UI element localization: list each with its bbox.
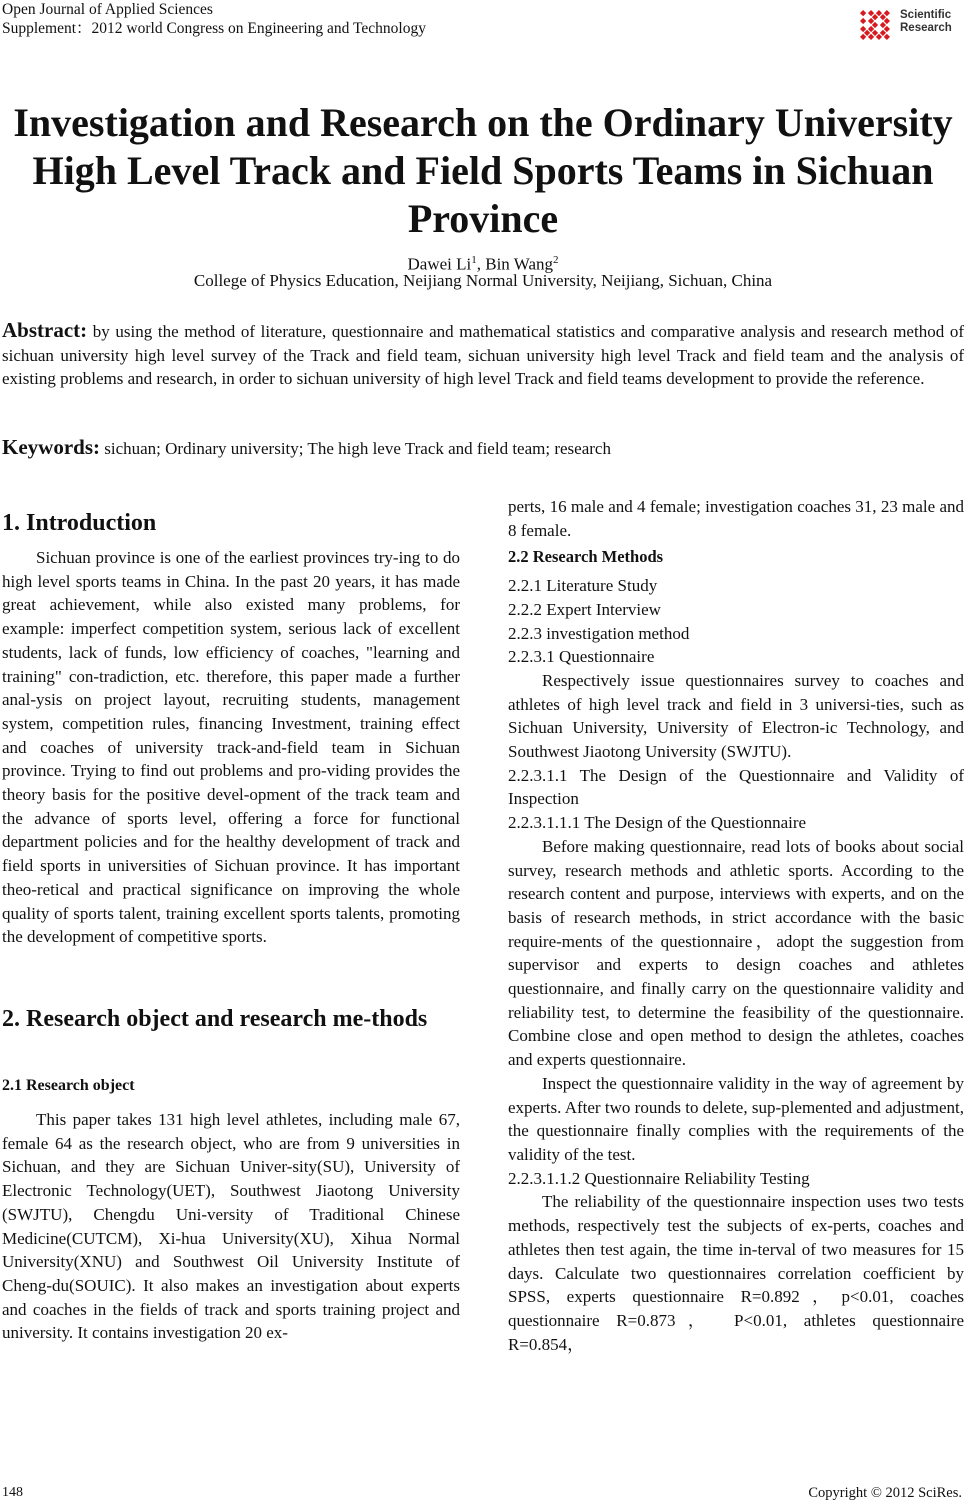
design-questionnaire-heading: 2.2.3.1.1.1 The Design of the Questionnaire [508, 813, 807, 833]
research-object-body [2, 1108, 460, 1345]
method-literature: 2.2.1 Literature Study [508, 576, 658, 596]
page-number: 148 [2, 1485, 23, 1500]
journal-name: Open Journal of Applied Sciences [2, 1, 213, 18]
abstract-label: Abstract: [2, 318, 88, 342]
reliability-heading: 2.2.3.1.1.2 Questionnaire Reliability Testing [508, 1168, 810, 1188]
method-interview: 2.2.2 Expert Interview [508, 599, 661, 619]
logo-line-1: Scientific [900, 9, 952, 21]
logo-text [900, 9, 952, 35]
section-heading-research: 2. Research object and research me-thods [2, 1006, 428, 1032]
publisher-logo [852, 4, 964, 46]
right-column [508, 495, 964, 1356]
method-investigation: 2.2.3 investigation method [508, 623, 690, 643]
supplement-line: Supplement：2012 world Congress on Engineering and Technology [2, 20, 426, 37]
affiliation: College of Physics Education, Neijiang Normal University, Neijiang, Sichuan, China [193, 271, 773, 290]
running-head [2, 0, 426, 38]
introduction-body [2, 546, 460, 949]
section-heading-introduction: 1. Introduction [2, 510, 157, 536]
abstract [2, 319, 964, 391]
subsection-heading-methods: 2.2 Research Methods [508, 547, 664, 567]
author-2-affil: 2 [552, 254, 559, 266]
method-questionnaire: 2.2.3.1 Questionnaire [508, 647, 655, 667]
keywords-label: Keywords: [2, 435, 100, 459]
validity-paragraph: Inspect the questionnaire validity in the way of agreement by experts. After two rounds to delete, sup-plemented and adjustment, the questionnaire finally complies with the requirements of the validity of the test. [508, 1073, 964, 1164]
subsection-heading-research-object: 2.1 Research object [2, 1077, 135, 1094]
author-separator: , [476, 254, 486, 274]
research-object-paragraph: This paper takes 131 high level athletes, including male 67, female 64 as the research object, who are from 9 universities in Sichuan, and they are Sichuan Univer-sity(SU), University of Electronic Technology(UET), Southwest Jiaotong University (SWJTU), Chengdu Uni-versity of Traditional Chinese Medicine(CUTCM), Xi-hua University(XU), Xihua Normal University(XNU) and Southwest Oil University Institute of Cheng-du(SOUIC). It also makes an investigation about experts and coaches in the fields of track and sports training project and university. It contains investigation 20 ex- [2, 1110, 460, 1343]
keywords [2, 435, 964, 461]
reliability-paragraph: The reliability of the questionnaire inspection uses two tests methods, respectively test the subjects of ex-perts, coaches and athletes then test again, the time in-terval of two measures for 15 days. Calculate two questionnaires correlation coefficient by SPSS, experts questionnaire R=0.892，p<0.01, coaches questionnaire R=0.873， P<0.01, athletes questionnaire R=0.854， [508, 1192, 964, 1354]
logo-line-2: Research [900, 22, 952, 34]
author-1-affil: 1 [471, 254, 477, 266]
paper-title: Investigation and Research on the Ordinary University High Level Track and Field Sports Teams in Sichuan Province [13, 100, 953, 241]
design-validity-heading: 2.2.3.1.1 The Design of the Questionnaire and Validity of Inspection [508, 765, 964, 809]
questionnaire-paragraph: Respectively issue questionnaires survey to coaches and athletes of high level track and field in 3 universi-ties, such as Sichuan University, University of Electron-ic Technology, and Southwest Jiaotong University (SWJTU). [508, 670, 964, 762]
design-paragraph: Before making questionnaire, read lots of books about social survey, research methods and athletic sports. According to the research content and purpose, interviews with experts, and on the basis of research methods, in strict accordance with the basic require-ments of the questionnaire，adopt the suggestion from supervisor and experts to design coaches and athletes questionnaire, and finally carry on the questionnaire validity and reliability test, to determine the feasibility of the questionnaire. Combine close and open method to design the athletes, coaches and experts questionnaire. [508, 836, 964, 1070]
abstract-text: by using the method of literature, questionnaire and mathematical statistics and comparative analysis and research method of sichuan university high level survey of the Track and field team, sichuan university high level Track and field team and the analysis of existing problems and research, in order to sichuan university of high level Track and field teams development to provide the reference. [2, 322, 964, 389]
logo-diamond-icon [852, 4, 898, 46]
copyright: Copyright © 2012 SciRes. [808, 1485, 962, 1501]
author-1: Dawei Li [407, 254, 472, 274]
author-2: Bin Wang [485, 254, 553, 274]
research-object-continued: perts, 16 male and 4 female; investigation coaches 31, 23 male and 8 female. [508, 497, 964, 540]
keywords-text: sichuan; Ordinary university; The high leve Track and field team; research [100, 439, 611, 458]
introduction-paragraph: Sichuan province is one of the earliest provinces try-ing to do high level sports teams in China. In the past 20 years, it has made great achievement, while also existed many problems, for example: imperfect competition system, serious lack of excellent students, lack of funds, low efficiency of coaches, "learning and training" con-tradiction, etc. therefore, this paper made a further anal-ysis on project layout, recruiting students, management system, competition rules, financing Investment, training effect and coaches of university track-and-field team in Sichuan province. Trying to find out problems and pro-viding provides the theory basis for the positive devel-opment of the track team and the advance of sports level, offering a force for functional department policies and for the healthy development of track and field sports in universities of Sichuan province. It has important theo-retical and practical significance on improving the whole quality of sports talent, training excellent sports talents, promoting the development of competitive sports. [2, 548, 460, 947]
